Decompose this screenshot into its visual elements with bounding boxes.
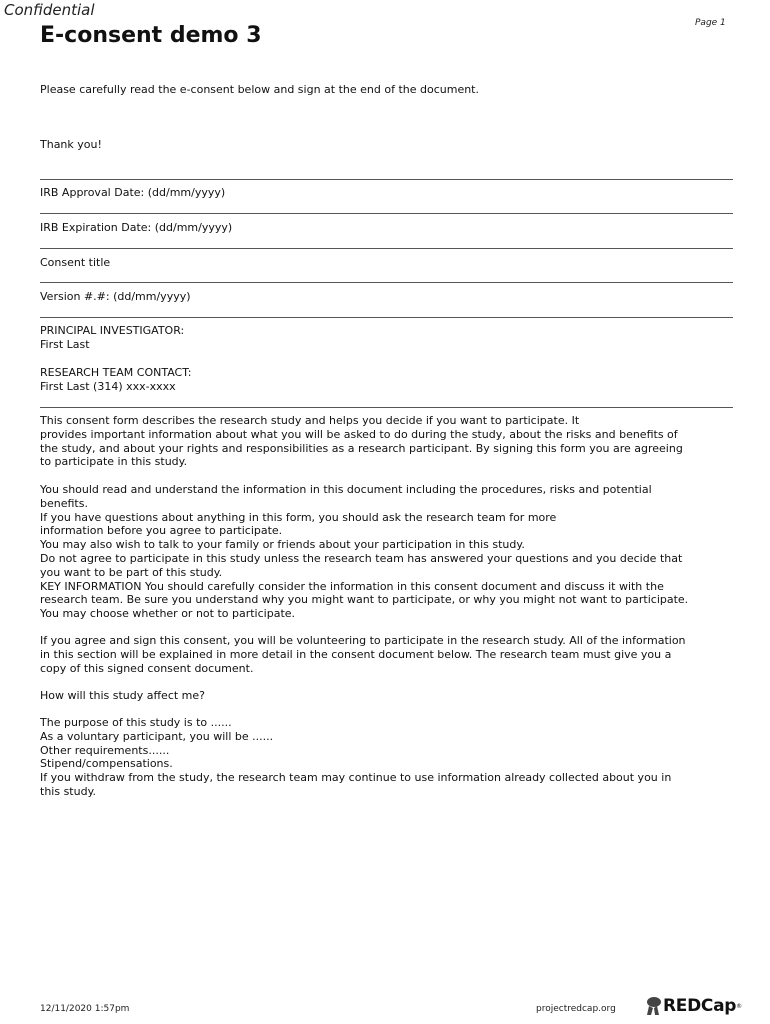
redcap-mark-icon xyxy=(645,996,663,1016)
footer-url: projectredcap.org xyxy=(536,1004,616,1014)
body-line: to participate in this study. xyxy=(40,455,188,469)
irb-expiration-date: IRB Expiration Date: (dd/mm/yyyy) xyxy=(40,221,233,234)
divider xyxy=(40,179,733,180)
pi-name: First Last xyxy=(40,338,90,351)
team-contact-label: RESEARCH TEAM CONTACT: xyxy=(40,366,192,379)
intro-instructions: Please carefully read the e-consent below and sign at the end of the document. xyxy=(40,83,479,96)
divider xyxy=(40,248,733,249)
body-line: information before you agree to participate. xyxy=(40,524,283,538)
body-heading: How will this study affect me? xyxy=(40,689,205,702)
body-line: KEY INFORMATION You should carefully consider the information in this consent document and discuss it with the xyxy=(40,579,664,593)
registered-mark: ® xyxy=(736,1002,743,1010)
body-line: provides important information about what you will be asked to do during the study, about the risks and benefits of xyxy=(40,427,678,441)
redcap-logo-text: REDCap xyxy=(663,996,737,1016)
body-line: You may also wish to talk to your family or friends about your participation in this study. xyxy=(40,538,525,552)
consent-title: Consent title xyxy=(40,256,111,269)
body-line: If you withdraw from the study, the research team may continue to use information already collected about you in xyxy=(40,771,672,785)
body-line: If you have questions about anything in this form, you should ask the research team for more xyxy=(40,510,557,524)
irb-approval-date: IRB Approval Date: (dd/mm/yyyy) xyxy=(40,186,226,199)
footer-timestamp: 12/11/2020 1:57pm xyxy=(40,1004,130,1014)
body-line: copy of this signed consent document. xyxy=(40,661,254,675)
document-title: E-consent demo 3 xyxy=(40,23,262,48)
intro-thanks: Thank you! xyxy=(40,138,102,151)
body-line: research team. Be sure you understand why you might want to participate, or why you might not want to participate. xyxy=(40,593,689,607)
body-line: You should read and understand the information in this document including the procedures, risks and potential xyxy=(40,483,652,496)
body-line: in this section will be explained in more detail in the consent document below. The research team must give you a xyxy=(40,647,672,661)
body-line: As a voluntary participant, you will be ...... xyxy=(40,729,274,743)
body-line: benefits. xyxy=(40,496,88,510)
body-line: If you agree and sign this consent, you will be volunteering to participate in the research study. All of the information xyxy=(40,634,686,647)
body-line: Other requirements...... xyxy=(40,743,170,757)
divider xyxy=(40,407,733,408)
divider xyxy=(40,213,733,214)
divider xyxy=(40,317,733,318)
page-number: Page 1 xyxy=(695,18,726,28)
body-line: this study. xyxy=(40,785,97,798)
body-line: The purpose of this study is to ...... xyxy=(40,716,232,729)
version-date: Version #.#: (dd/mm/yyyy) xyxy=(40,290,191,303)
body-line: Stipend/compensations. xyxy=(40,757,173,771)
body-line: you want to be part of this study. xyxy=(40,565,223,579)
body-line: Do not agree to participate in this study unless the research team has answered your questions and you decide that xyxy=(40,552,683,565)
body-line: You may choose whether or not to participate. xyxy=(40,607,296,621)
pi-label: PRINCIPAL INVESTIGATOR: xyxy=(40,324,185,337)
team-contact-name: First Last (314) xxx-xxxx xyxy=(40,380,176,393)
body-line: the study, and about your rights and responsibilities as a research participant. By signing this form you are agreeing xyxy=(40,441,683,455)
divider xyxy=(40,282,733,283)
confidential-label: Confidential xyxy=(4,1,95,19)
body-line: This consent form describes the research study and helps you decide if you want to participate. It xyxy=(40,414,580,427)
redcap-logo xyxy=(645,996,742,1016)
